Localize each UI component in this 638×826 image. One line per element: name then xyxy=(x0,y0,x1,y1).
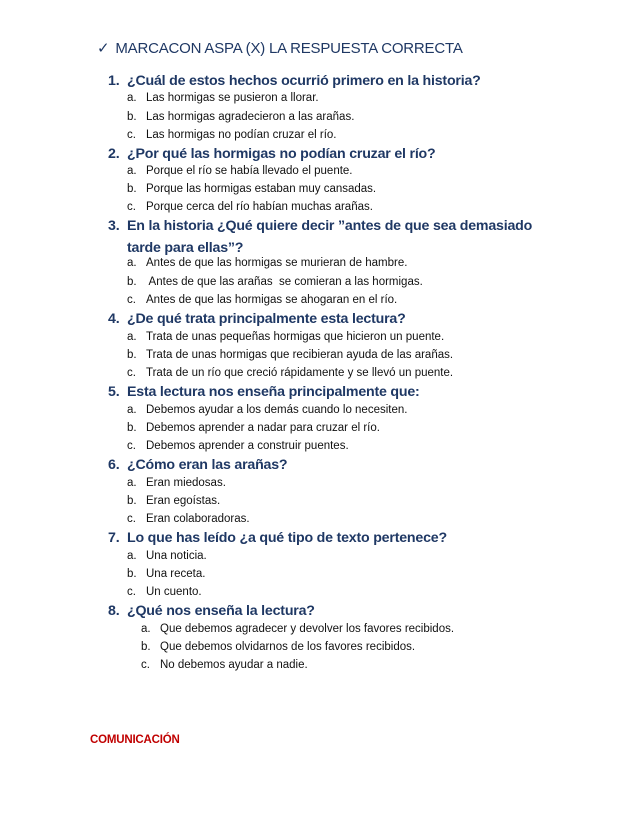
option-letter: b. xyxy=(141,641,151,653)
option-letter: c. xyxy=(127,294,136,306)
option-text: Trata de unas hormigas que recibieran ayuda de las arañas. xyxy=(146,349,454,361)
question-1 xyxy=(108,70,548,92)
answer-option[interactable] xyxy=(141,640,415,654)
option-letter: b. xyxy=(127,568,137,580)
option-letter: c. xyxy=(127,129,136,141)
option-letter: a. xyxy=(127,331,137,343)
question-text: En la historia ¿Qué quiere decir ”antes de que sea demasiado tarde para ellas”? xyxy=(127,218,533,256)
answer-option[interactable] xyxy=(127,494,220,508)
option-text: Porque cerca del río habían muchas arañas. xyxy=(146,201,373,213)
answer-option[interactable] xyxy=(127,256,407,270)
answer-option[interactable] xyxy=(127,110,354,124)
answer-option[interactable] xyxy=(127,128,337,142)
option-text: Porque las hormigas estaban muy cansadas. xyxy=(146,183,377,195)
question-4 xyxy=(108,308,548,330)
answer-option[interactable] xyxy=(127,439,349,453)
option-text: Que debemos agradecer y devolver los favores recibidos. xyxy=(160,623,455,635)
question-number: 2. xyxy=(108,146,120,162)
answer-option[interactable] xyxy=(127,567,205,581)
answer-option[interactable] xyxy=(127,549,207,563)
option-letter: c. xyxy=(127,513,136,525)
answer-option[interactable] xyxy=(127,348,453,362)
answer-option[interactable] xyxy=(127,330,444,344)
option-text: Las hormigas agradecieron a las arañas. xyxy=(146,111,355,123)
option-text: Trata de unas pequeñas hormigas que hicieron un puente. xyxy=(146,331,445,343)
option-letter: b. xyxy=(127,495,137,507)
option-letter: a. xyxy=(127,404,137,416)
option-letter: c. xyxy=(127,201,136,213)
question-2 xyxy=(108,143,548,165)
option-text: Eran colaboradoras. xyxy=(146,513,250,525)
question-number: 8. xyxy=(108,603,120,619)
answer-option[interactable] xyxy=(127,585,202,599)
option-text: Debemos aprender a nadar para cruzar el río. xyxy=(146,422,380,434)
checkmark-icon: ✓ xyxy=(97,40,110,57)
question-text: ¿Cuál de estos hechos ocurrió primero en la historia? xyxy=(127,73,481,89)
option-letter: c. xyxy=(141,659,150,671)
instructions-header xyxy=(97,40,463,57)
answer-option[interactable] xyxy=(127,91,319,105)
option-text: Un cuento. xyxy=(146,586,202,598)
option-text: Las hormigas no podían cruzar el río. xyxy=(146,129,337,141)
answer-option[interactable] xyxy=(127,275,423,289)
option-letter: b. xyxy=(127,422,137,434)
answer-option[interactable] xyxy=(127,512,250,526)
option-letter: b. xyxy=(127,349,137,361)
answer-option[interactable] xyxy=(127,200,373,214)
question-number: 5. xyxy=(108,384,120,400)
question-number: 4. xyxy=(108,311,120,327)
question-text: ¿Por qué las hormigas no podían cruzar el río? xyxy=(127,146,436,162)
option-text: Que debemos olvidarnos de los favores recibidos. xyxy=(160,641,416,653)
question-5 xyxy=(108,381,548,403)
option-letter: a. xyxy=(127,92,137,104)
answer-option[interactable] xyxy=(127,164,353,178)
option-letter: b. xyxy=(127,183,137,195)
question-text: ¿De qué trata principalmente esta lectura? xyxy=(127,311,406,327)
option-letter: a. xyxy=(127,165,137,177)
question-text: ¿Cómo eran las arañas? xyxy=(127,457,288,473)
option-text: Eran egoístas. xyxy=(146,495,221,507)
option-text: Trata de un río que creció rápidamente y se llevó un puente. xyxy=(146,367,454,379)
option-letter: c. xyxy=(127,586,136,598)
option-text: Debemos ayudar a los demás cuando lo necesiten. xyxy=(146,404,408,416)
option-letter: c. xyxy=(127,367,136,379)
option-text: Eran miedosas. xyxy=(146,477,226,489)
option-text: No debemos ayudar a nadie. xyxy=(160,659,308,671)
option-letter: b. xyxy=(127,276,137,288)
option-text: Una noticia. xyxy=(146,550,207,562)
option-letter: a. xyxy=(141,623,151,635)
question-number: 3. xyxy=(108,218,120,234)
instructions-title: MARCACON ASPA (X) LA RESPUESTA CORRECTA xyxy=(115,40,463,57)
answer-option[interactable] xyxy=(127,403,407,417)
question-6 xyxy=(108,454,548,476)
option-letter: c. xyxy=(127,440,136,452)
option-text: Debemos aprender a construir puentes. xyxy=(146,440,349,452)
question-7 xyxy=(108,527,548,549)
option-text: Antes de que las hormigas se murieran de hambre. xyxy=(146,257,408,269)
answer-option[interactable] xyxy=(127,293,397,307)
option-text: Las hormigas se pusieron a llorar. xyxy=(146,92,319,104)
option-letter: a. xyxy=(127,550,137,562)
answer-option[interactable] xyxy=(127,366,453,380)
answer-option[interactable] xyxy=(141,658,308,672)
question-number: 6. xyxy=(108,457,120,473)
question-text: ¿Qué nos enseña la lectura? xyxy=(127,603,315,619)
option-letter: b. xyxy=(127,111,137,123)
answer-option[interactable] xyxy=(127,476,226,490)
question-number: 1. xyxy=(108,73,120,89)
answer-option[interactable] xyxy=(127,421,380,435)
option-text: Una receta. xyxy=(146,568,206,580)
question-8 xyxy=(108,600,548,622)
question-number: 7. xyxy=(108,530,120,546)
option-letter: a. xyxy=(127,477,137,489)
question-text: Lo que has leído ¿a qué tipo de texto pertenece? xyxy=(127,530,447,546)
answer-option[interactable] xyxy=(141,622,454,636)
subject-label: COMUNICACIÓN xyxy=(90,734,180,746)
option-text: Antes de que las arañas se comieran a las hormigas. xyxy=(146,276,423,288)
option-text: Antes de que las hormigas se ahogaran en el río. xyxy=(146,294,398,306)
question-3 xyxy=(108,215,548,259)
option-letter: a. xyxy=(127,257,137,269)
option-text: Porque el río se había llevado el puente. xyxy=(146,165,353,177)
answer-option[interactable] xyxy=(127,182,376,196)
question-text: Esta lectura nos enseña principalmente que: xyxy=(127,384,420,400)
